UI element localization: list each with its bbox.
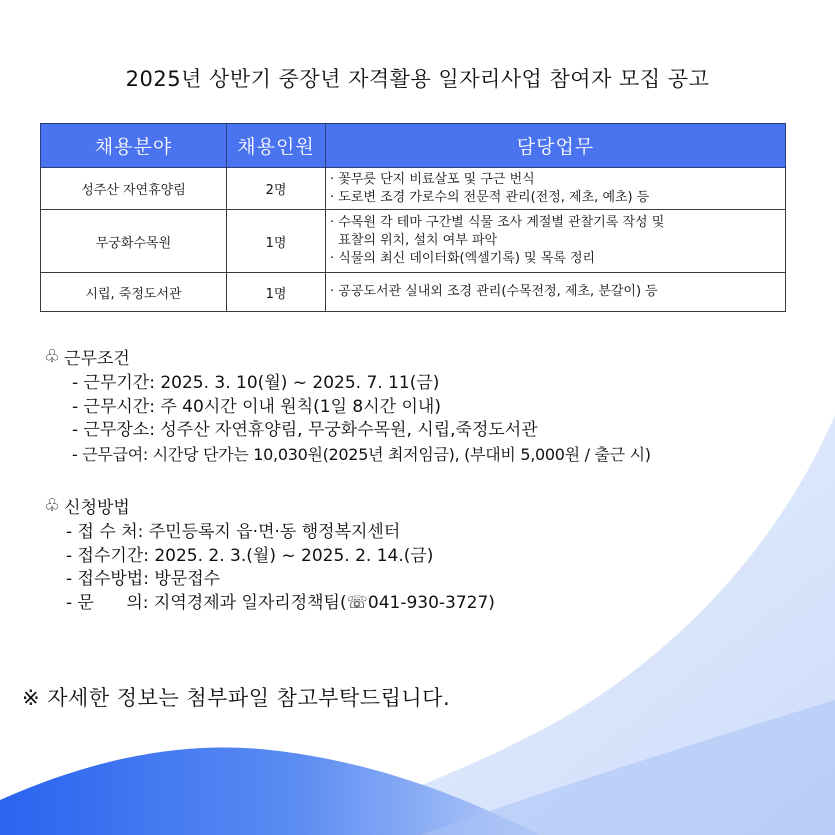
header-duty: 담당업무: [326, 124, 786, 168]
section-header: [44, 344, 651, 368]
apply-method-line: - 접수방법: 방문접수: [66, 569, 221, 589]
work-lines: [72, 372, 651, 466]
apply-contact-line: - 문 의: 지역경제과 일자리정책팀(☏041-930-3727): [66, 592, 495, 613]
table-row: [41, 273, 786, 312]
work-hours-line: - 근무시간: 주 40시간 이내 원칙(1일 8시간 이내): [72, 396, 441, 417]
section-header: [44, 493, 495, 517]
apply-lines: [66, 521, 495, 615]
section-heading: 신청방법: [64, 497, 130, 518]
table-row: [41, 168, 786, 210]
duty-line: · 도로변 조경 가로수의 전문적 관리(전정, 제초, 예초) 등: [330, 189, 650, 205]
cell-count: 1명: [227, 210, 326, 273]
work-place-line: - 근무장소: 성주산 자연휴양림, 무궁화수목원, 시립,죽정도서관: [72, 420, 538, 440]
duty-line: · 식물의 최신 데이터화(엑셀기록) 및 목록 정리: [330, 251, 596, 266]
cell-field: 성주산 자연휴양림: [41, 168, 227, 210]
cell-duty: [326, 168, 786, 210]
apply-period-line: - 접수기간: 2025. 2. 3.(월) ~ 2025. 2. 14.(금): [66, 545, 434, 566]
work-conditions-section: [44, 344, 651, 466]
application-section: [44, 493, 495, 615]
cell-duty: [326, 210, 786, 273]
apply-place-line: - 접 수 처: 주민등록지 읍·면·동 행정복지센터: [66, 522, 401, 542]
club-suit-icon: ♧: [44, 345, 61, 367]
section-heading: 근무조건: [64, 348, 130, 369]
table-row: [41, 210, 786, 273]
header-field: 채용분야: [41, 124, 227, 168]
cell-count: 2명: [227, 168, 326, 210]
duty-line: · 수목원 각 테마 구간별 식물 조사 계절별 관찰기록 작성 및: [330, 215, 665, 230]
duty-line: · 꽃무릇 단지 비료살포 및 구근 번식: [330, 171, 535, 187]
table-header-row: [41, 124, 786, 168]
cell-count: 1명: [227, 273, 326, 312]
reference-note: ※ 자세한 정보는 첨부파일 참고부탁드립니다.: [22, 686, 451, 710]
duty-line: 표찰의 위치, 설치 여부 파악: [330, 233, 498, 248]
cell-duty: [326, 273, 786, 312]
duty-line: · 공공도서관 실내외 조경 관리(수목전정, 제초, 분갈이) 등: [330, 284, 658, 299]
page-title: 2025년 상반기 중장년 자격활용 일자리사업 참여자 모집 공고: [125, 67, 710, 91]
club-suit-icon: ♧: [44, 494, 61, 516]
recruitment-table: [40, 123, 786, 312]
cell-field: 시립, 죽정도서관: [41, 273, 227, 312]
header-count: 채용인원: [227, 124, 326, 168]
work-period-line: - 근무기간: 2025. 3. 10(월) ~ 2025. 7. 11(금): [72, 373, 440, 393]
cell-field: 무궁화수목원: [41, 210, 227, 273]
work-pay-line: - 근무급여: 시간당 단가는 10,030원(2025년 최저임금), (부대비 5,000원 / 출근 시): [72, 444, 651, 464]
